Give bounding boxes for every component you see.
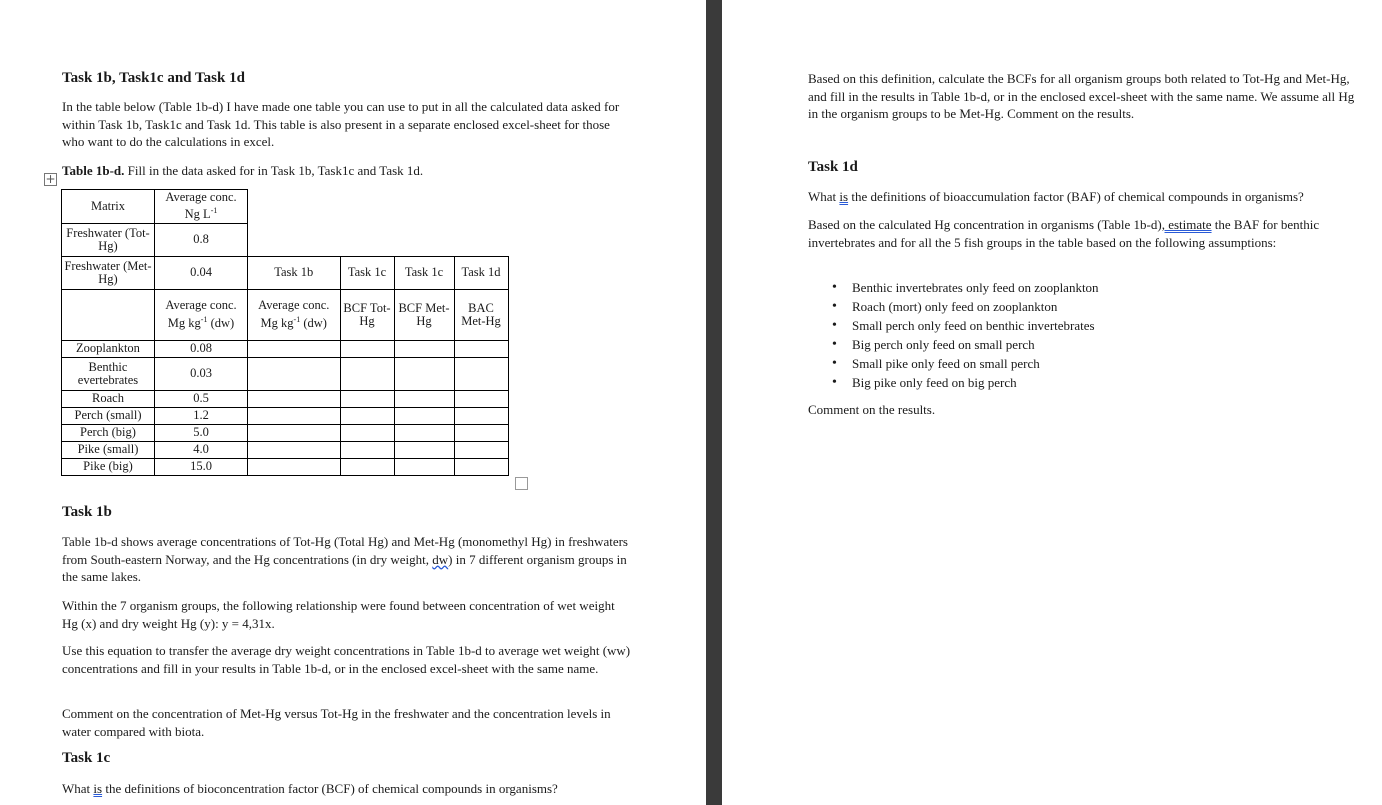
empty-cell[interactable] [340, 459, 394, 476]
empty-cell[interactable] [248, 425, 341, 442]
list-item: • Small pike only feed on small perch [830, 354, 1330, 373]
header-avg-dw: Average conc. Mg $kg^{-1}$ (dw) [155, 290, 248, 341]
cell-freshwater-met: 0.04 [155, 257, 248, 290]
task1b-paragraph-1: Table 1b-d shows average concentrations of Tot-Hg (Total Hg) and Met-Hg (monomethyl Hg) in freshwaters from South-eastern Norway, and the Hg concentrations (in dry weight, dw) in 7 different organism groups in the same lakes. [62, 534, 628, 584]
row-label: Perch (big) [62, 425, 155, 442]
task1d-question: What is the definitions of bioaccumulation factor (BAF) of chemical compounds in organisms? [808, 189, 1304, 204]
task1d-paragraph: Based on the calculated Hg concentration in organisms (Table 1b-d), estimate the BAF for benthic invertebrates and for all the 5 fish groups in the table based on the following assumptions: [808, 217, 1320, 250]
header-task1c: Task 1c [394, 257, 454, 290]
document-page-right [722, 0, 1382, 805]
row-value: 0.08 [155, 341, 248, 358]
empty-cell[interactable] [394, 358, 454, 391]
table-move-handle-icon[interactable]: + [45, 172, 56, 186]
table-row [62, 425, 509, 442]
header-avg-ww: Average conc. Mg $kg^{-1}$ (dw) [248, 290, 341, 341]
empty-cell[interactable] [454, 442, 508, 459]
task1d-heading: Task 1d [808, 159, 858, 175]
section-heading: Task 1b, Task1c and Task 1d [62, 70, 245, 86]
empty-cell[interactable] [454, 391, 508, 408]
empty-cell[interactable] [340, 358, 394, 391]
row-value: 0.5 [155, 391, 248, 408]
empty-cell[interactable] [394, 459, 454, 476]
empty-cell[interactable] [394, 442, 454, 459]
task1b-paragraph-2: Within the 7 organism groups, the following relationship were found between concentration of wet weight Hg (x) and dry weight Hg (y): y = 4,31x. [62, 598, 615, 631]
empty-cell[interactable] [454, 425, 508, 442]
task1c-heading: Task 1c [62, 750, 111, 766]
empty-cell[interactable] [248, 442, 341, 459]
row-label-freshwater-met: Freshwater (Met- Hg) [62, 257, 155, 290]
list-item: • Big perch only feed on small perch [830, 335, 1330, 354]
empty-cell[interactable] [248, 358, 341, 391]
task1c-continued-paragraph: Based on this definition, calculate the BCFs for all organism groups both related to Tot-Hg and Met-Hg, and fill in the results in Table 1b-d, or in the enclosed excel-sheet with the same name. We assume all Hg in the organism groups to be Met-Hg. Comment on the results. [808, 71, 1355, 121]
empty-cell[interactable] [248, 391, 341, 408]
table-row [62, 358, 509, 391]
header-empty [62, 290, 155, 341]
empty-cell[interactable] [394, 341, 454, 358]
comment-line: Comment on the results. [808, 402, 936, 417]
row-label: Benthic evertebrates [62, 358, 155, 391]
empty-cell[interactable] [454, 408, 508, 425]
list-item: • Small perch only feed on benthic invertebrates [830, 316, 1330, 335]
row-value: 5.0 [155, 425, 248, 442]
empty-cell[interactable] [454, 341, 508, 358]
header-task1d: Task 1d [454, 257, 508, 290]
empty-cell[interactable] [394, 425, 454, 442]
table-caption-label: Table 1b-d. [62, 163, 125, 178]
row-label: Pike (small) [62, 442, 155, 459]
row-label: Roach [62, 391, 155, 408]
row-value: 15.0 [155, 459, 248, 476]
row-label: Perch (small) [62, 408, 155, 425]
table-row [62, 391, 509, 408]
empty-cell[interactable] [248, 459, 341, 476]
table-row [62, 408, 509, 425]
task1c-question: What is the definitions of bioconcentration factor (BCF) of chemical compounds in organisms? [62, 781, 558, 796]
row-value: 4.0 [155, 442, 248, 459]
header-bcf-tot: BCF Tot-Hg [340, 290, 394, 341]
empty-cell[interactable] [340, 408, 394, 425]
header-matrix: Matrix [62, 190, 155, 224]
list-item: • Big pike only feed on big perch [830, 373, 1330, 392]
empty-cell[interactable] [394, 408, 454, 425]
list-item: • Benthic invertebrates only feed on zooplankton [830, 278, 1330, 297]
empty-cell[interactable] [248, 408, 341, 425]
empty-cell[interactable] [340, 391, 394, 408]
empty-cell[interactable] [454, 459, 508, 476]
table-resize-handle-icon[interactable] [515, 477, 528, 490]
table-caption-text: Fill in the data asked for in Task 1b, Task1c and Task 1d. [124, 163, 424, 178]
header-task1b: Task 1b [248, 257, 341, 290]
empty-cell[interactable] [248, 341, 341, 358]
empty-cell[interactable] [340, 442, 394, 459]
header-bcf-met: BCF Met-Hg [394, 290, 454, 341]
row-value: 0.03 [155, 358, 248, 391]
empty-cell[interactable] [394, 391, 454, 408]
assumption-list [830, 278, 1330, 392]
row-label-freshwater-tot: Freshwater (Tot-Hg) [62, 224, 155, 257]
task1b-paragraph-3: Use this equation to transfer the average dry weight concentrations in Table 1b-d to average wet weight (ww) concentrations and fill in your results in Table 1b-d, or in the enclosed excel-sheet with the same name. [62, 643, 631, 676]
empty-cell[interactable] [454, 358, 508, 391]
table-row [62, 459, 509, 476]
page-gutter [706, 0, 722, 805]
row-label: Pike (big) [62, 459, 155, 476]
empty-cell[interactable] [340, 341, 394, 358]
task1b-heading: Task 1b [62, 504, 112, 520]
table-row [62, 442, 509, 459]
header-task1c-narrow: Task 1c [340, 257, 394, 290]
table-row [62, 341, 509, 358]
list-item: • Roach (mort) only feed on zooplankton [830, 297, 1330, 316]
cell-freshwater-tot: 0.8 [155, 224, 248, 257]
intro-paragraph: In the table below (Table 1b-d) I have made one table you can use to put in all the calculated data asked for within Task 1b, Task1c and Task 1d. This table is also present in a separate enclosed excel-sheet for those who want to do the calculations in excel. [62, 99, 620, 149]
task1b-paragraph-4: Comment on the concentration of Met-Hg versus Tot-Hg in the freshwater and the concentration levels in water compared with biota. [62, 706, 611, 739]
table-caption [62, 163, 423, 179]
row-label: Zooplankton [62, 341, 155, 358]
row-value: 1.2 [155, 408, 248, 425]
empty-cell[interactable] [340, 425, 394, 442]
header-average-ng: Average conc. Ng $L^{-1}$ [155, 190, 248, 224]
data-table [61, 189, 509, 476]
header-bac-met: BAC Met-Hg [454, 290, 508, 341]
